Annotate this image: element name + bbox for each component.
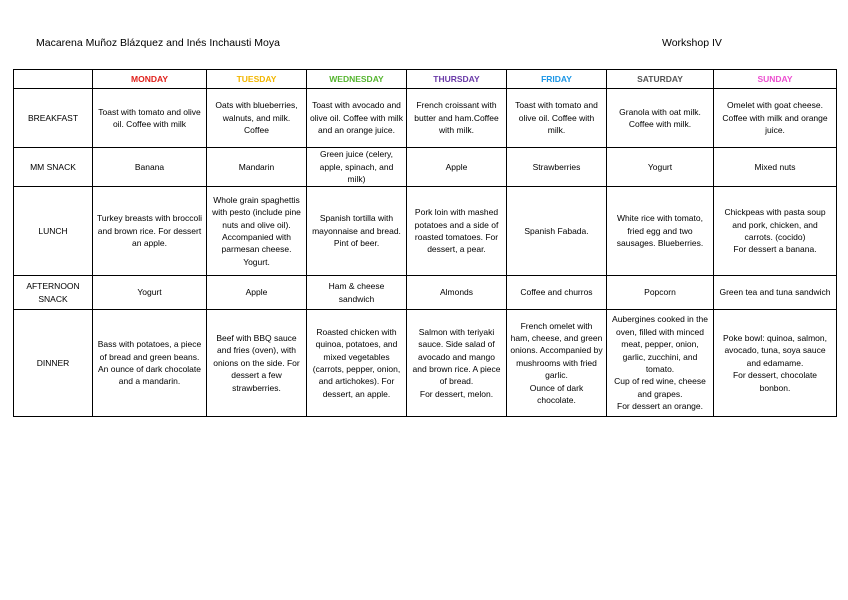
- day-header-monday: MONDAY: [93, 70, 207, 89]
- meal-cell: Granola with oat milk. Coffee with milk.: [607, 89, 714, 148]
- meal-cell: Poke bowl: quinoa, salmon, avocado, tuna, soya sauce and edamame. For dessert, chocolate bonbon.: [714, 310, 837, 417]
- meal-cell: Turkey breasts with broccoli and brown rice. For dessert an apple.: [93, 187, 207, 276]
- day-header-saturday: SATURDAY: [607, 70, 714, 89]
- meal-row-dinner: [14, 310, 837, 417]
- meal-label-mm-snack: MM SNACK: [14, 148, 93, 187]
- meal-cell: Mandarin: [207, 148, 307, 187]
- meal-cell: Mixed nuts: [714, 148, 837, 187]
- meal-cell: Toast with avocado and olive oil. Coffee with milk and an orange juice.: [307, 89, 407, 148]
- day-header-row: [14, 70, 837, 89]
- workshop-title: Workshop IV: [662, 37, 722, 49]
- meal-cell: French omelet with ham, cheese, and green onions. Accompanied by mushrooms with fried garlic. Ounce of dark chocolate.: [507, 310, 607, 417]
- day-header-thursday: THURSDAY: [407, 70, 507, 89]
- meal-row-breakfast: [14, 89, 837, 148]
- day-header-wednesday: WEDNESDAY: [307, 70, 407, 89]
- meal-label-lunch: LUNCH: [14, 187, 93, 276]
- meal-label-dinner: DINNER: [14, 310, 93, 417]
- authors: Macarena Muñoz Blázquez and Inés Inchausti Moya: [36, 37, 280, 49]
- meal-cell: Strawberries: [507, 148, 607, 187]
- meal-cell: Pork loin with mashed potatoes and a side of roasted tomatoes. For dessert, a pear.: [407, 187, 507, 276]
- corner-cell: [14, 70, 93, 89]
- meal-cell: Chickpeas with pasta soup and pork, chicken, and carrots. (cocido) For dessert a banana.: [714, 187, 837, 276]
- meal-cell: Beef with BBQ sauce and fries (oven), with onions on the side. For dessert a few strawberries.: [207, 310, 307, 417]
- meal-cell: Omelet with goat cheese. Coffee with milk and orange juice.: [714, 89, 837, 148]
- day-header-friday: FRIDAY: [507, 70, 607, 89]
- meal-cell: Spanish tortilla with mayonnaise and bread. Pint of beer.: [307, 187, 407, 276]
- meal-cell: Toast with tomato and olive oil. Coffee with milk.: [507, 89, 607, 148]
- meal-row-afternoon-snack: [14, 276, 837, 310]
- meal-cell: Yogurt: [93, 276, 207, 310]
- meal-cell: Salmon with teriyaki sauce. Side salad of avocado and mango and brown rice. A piece of bread. For dessert, melon.: [407, 310, 507, 417]
- meal-row-lunch: [14, 187, 837, 276]
- day-header-tuesday: TUESDAY: [207, 70, 307, 89]
- meal-cell: Green tea and tuna sandwich: [714, 276, 837, 310]
- meal-cell: French croissant with butter and ham.Coffee with milk.: [407, 89, 507, 148]
- meal-cell: White rice with tomato, fried egg and two sausages. Blueberries.: [607, 187, 714, 276]
- weekly-menu-table: [13, 69, 837, 417]
- meal-cell: Oats with blueberries, walnuts, and milk. Coffee: [207, 89, 307, 148]
- page-header: [0, 37, 848, 53]
- meal-label-breakfast: BREAKFAST: [14, 89, 93, 148]
- meal-cell: Apple: [207, 276, 307, 310]
- meal-cell: Aubergines cooked in the oven, filled with minced meat, pepper, onion, garlic, zucchini, and tomato. Cup of red wine, cheese and grapes. For dessert an orange.: [607, 310, 714, 417]
- meal-label-afternoon-snack: AFTERNOON SNACK: [14, 276, 93, 310]
- meal-cell: Almonds: [407, 276, 507, 310]
- meal-cell: Green juice (celery, apple, spinach, and milk): [307, 148, 407, 187]
- meal-cell: Apple: [407, 148, 507, 187]
- meal-cell: Roasted chicken with quinoa, potatoes, and mixed vegetables (carrots, pepper, onion, and artichokes). For dessert, an apple.: [307, 310, 407, 417]
- meal-cell: Toast with tomato and olive oil. Coffee with milk: [93, 89, 207, 148]
- meal-cell: Bass with potatoes, a piece of bread and green beans. An ounce of dark chocolate and a mandarin.: [93, 310, 207, 417]
- meal-cell: Spanish Fabada.: [507, 187, 607, 276]
- meal-row-mm-snack: [14, 148, 837, 187]
- meal-cell: Ham & cheese sandwich: [307, 276, 407, 310]
- day-header-sunday: SUNDAY: [714, 70, 837, 89]
- meal-cell: Popcorn: [607, 276, 714, 310]
- meal-cell: Coffee and churros: [507, 276, 607, 310]
- meal-cell: Whole grain spaghettis with pesto (include pine nuts and olive oil). Accompanied with parmesan cheese. Yogurt.: [207, 187, 307, 276]
- meal-cell: Banana: [93, 148, 207, 187]
- meal-cell: Yogurt: [607, 148, 714, 187]
